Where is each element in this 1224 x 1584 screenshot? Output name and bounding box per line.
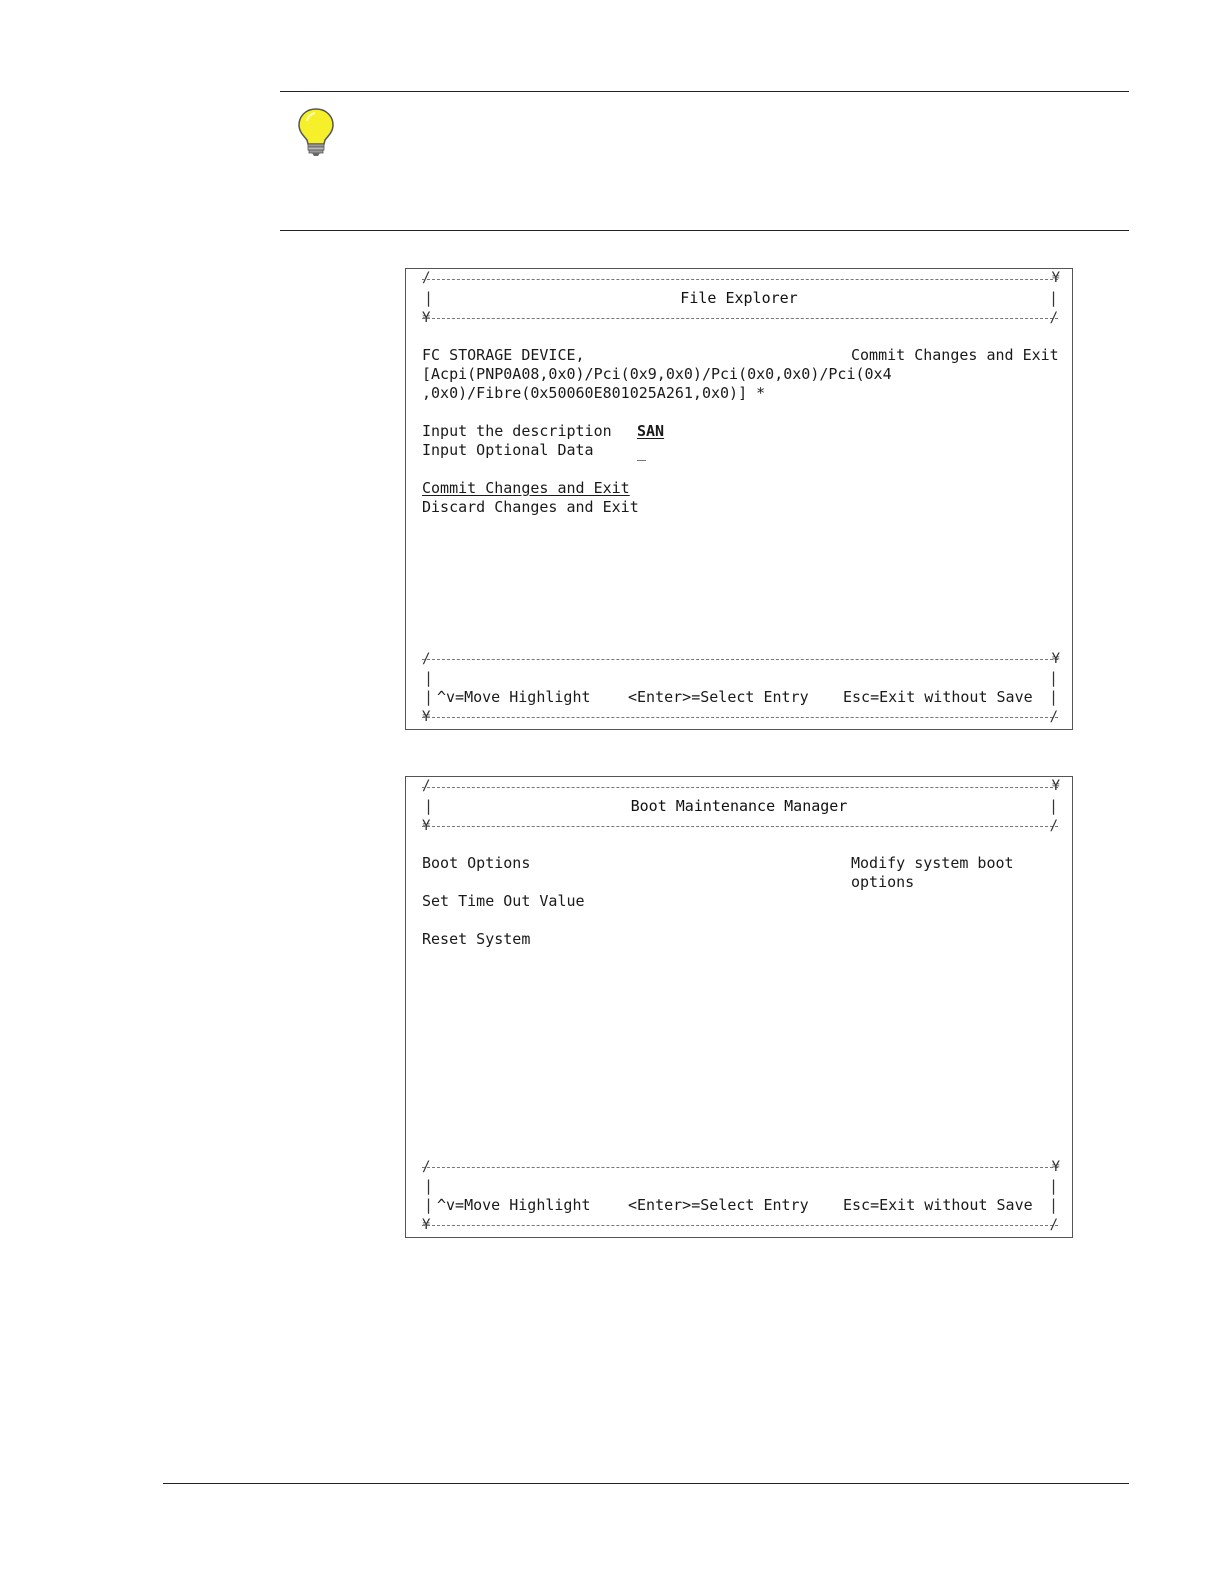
frame-side: | [1048,289,1058,307]
footer-esc-hint: Esc=Exit without Save [843,688,1033,706]
frame-side: | [424,1177,434,1195]
frame-side: | [1048,797,1058,815]
frame-side: | [1048,1177,1058,1195]
description-field[interactable]: SAN [637,422,665,440]
footer-esc-hint: Esc=Exit without Save [843,1196,1033,1214]
window-title: File Explorer [680,289,798,307]
frame-corner: ¥ [422,310,431,326]
device-name: FC STORAGE DEVICE, [422,346,585,364]
frame-side: | [424,688,434,706]
frame-corner: / [1049,1217,1058,1233]
optional-data-label: Input Optional Data [422,441,594,459]
boot-manager-screen [405,776,1073,1238]
set-timeout-item[interactable]: Set Time Out Value [422,892,585,910]
footer-move-hint: ^v=Move Highlight [437,1196,591,1214]
frame-corner: ¥ [1051,270,1060,286]
frame-top [422,787,1058,788]
tip-bottom-rule [280,230,1129,231]
help-text: Commit Changes and Exit [851,346,1059,364]
footer-rule [163,1483,1129,1484]
frame-corner: ¥ [422,1217,431,1233]
top-rule [280,91,1129,92]
frame-corner: ¥ [1051,651,1060,667]
device-path-2: ,0x0)/Fibre(0x50060E801025A261,0x0)] * [422,384,766,402]
frame-side: | [1048,688,1058,706]
boot-options-item[interactable]: Boot Options [422,854,531,872]
frame-title-sep [422,318,1058,319]
footer-select-hint: <Enter>=Select Entry [628,688,809,706]
window-title: Boot Maintenance Manager [630,797,848,815]
commit-changes-option[interactable]: Commit Changes and Exit [422,479,630,497]
frame-bottom [422,1225,1058,1226]
frame-side: | [424,1196,434,1214]
footer-select-hint: <Enter>=Select Entry [628,1196,809,1214]
frame-corner: / [422,1159,431,1175]
discard-changes-option[interactable]: Discard Changes and Exit [422,498,639,516]
frame-top [422,279,1058,280]
frame-side: | [424,669,434,687]
frame-side: | [1048,1196,1058,1214]
frame-side: | [424,289,434,307]
frame-corner: ¥ [1051,778,1060,794]
footer-move-hint: ^v=Move Highlight [437,688,591,706]
help-text-2: options [851,873,915,891]
frame-corner: ¥ [422,709,431,725]
file-explorer-screen [405,268,1073,730]
optional-data-field[interactable]: _ [637,443,647,461]
frame-footer-sep [422,659,1058,660]
frame-corner: ¥ [422,818,431,834]
lightbulb-icon [296,107,336,157]
description-label: Input the description [422,422,612,440]
frame-bottom [422,717,1058,718]
device-path-1: [Acpi(PNP0A08,0x0)/Pci(0x9,0x0)/Pci(0x0,0x0)/Pci(0x4 [422,365,892,383]
frame-title-sep [422,826,1058,827]
frame-corner: / [422,270,431,286]
frame-corner: / [422,778,431,794]
frame-footer-sep [422,1167,1058,1168]
frame-corner: / [422,651,431,667]
frame-corner: / [1049,709,1058,725]
help-text-1: Modify system boot [851,854,1014,872]
frame-corner: / [1049,818,1058,834]
frame-side: | [424,797,434,815]
frame-corner: ¥ [1051,1159,1060,1175]
reset-system-item[interactable]: Reset System [422,930,531,948]
frame-corner: / [1049,310,1058,326]
frame-side: | [1048,669,1058,687]
